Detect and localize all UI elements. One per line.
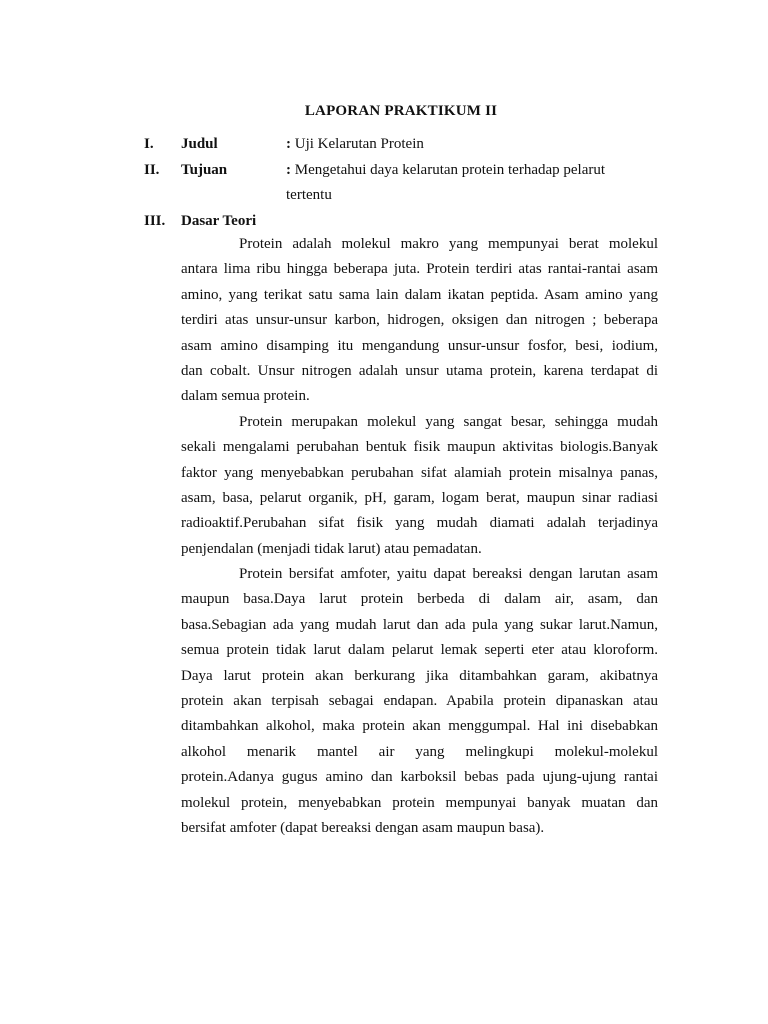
paragraph-line: bersifat amfoter (dapat bereaksi dengan asam maupun basa). xyxy=(181,819,545,836)
paragraph-line: ditambahkan alkohol, maka protein akan menggumpal. Hal ini disebabkan xyxy=(181,718,658,735)
paragraph-line: protein.Adanya gugus amino dan karboksil bebas pada ujung-ujung rantai xyxy=(181,769,658,786)
paragraph-2 xyxy=(181,410,658,562)
paragraph-line: terdiri atas unsur-unsur karbon, hidrogen, oksigen dan nitrogen ; beberapa xyxy=(181,312,658,329)
paragraph-line: maupun basa.Daya larut protein berbeda di dalam air, asam, dan xyxy=(181,591,658,608)
section-number: III. xyxy=(144,213,166,229)
section-value xyxy=(286,134,424,154)
paragraph-line: Protein adalah molekul makro yang mempunyai berat molekul xyxy=(239,236,658,252)
document-title: LAPORAN PRAKTIKUM II xyxy=(304,103,498,119)
paragraph-line: amino, yang terikat satu sama lain dalam ikatan peptida. Asam amino yang xyxy=(181,286,658,303)
paragraph-line: protein akan terpisah sebagai endapan. Apabila protein dipanaskan atau xyxy=(181,693,658,710)
section-value xyxy=(286,160,605,180)
paragraph-line: Protein merupakan molekul yang sangat besar, sehingga mudah xyxy=(239,413,658,430)
paragraph-line: radioaktif.Perubahan sifat fisik yang mudah diamati adalah terjadinya xyxy=(181,515,658,532)
section-value-line: tertentu xyxy=(286,187,332,203)
section-label: Tujuan xyxy=(181,162,228,178)
section-label: Dasar Teori xyxy=(181,213,257,229)
section-number: I. xyxy=(144,136,154,152)
section-number: II. xyxy=(144,162,160,178)
section-value-line: Uji Kelarutan Protein xyxy=(294,136,424,152)
section-value-line: Mengetahui daya kelarutan protein terhadap pelarut xyxy=(294,162,606,178)
section-colon: : xyxy=(286,136,291,152)
paragraph-line: faktor yang menyebabkan perubahan sifat alamiah protein misalnya panas, xyxy=(181,464,658,481)
paragraph-line: molekul protein, menyebabkan protein mempunyai banyak muatan dan xyxy=(181,794,658,811)
paragraph-line: semua protein tidak larut dalam pelarut lemak seperti eter atau kloroform. xyxy=(181,642,658,659)
paragraph-line: asam, basa, pelarut organik, pH, garam, logam berat, maupun sinar radiasi xyxy=(181,489,658,506)
dasar-teori-body xyxy=(181,232,658,841)
paragraph-line: Protein bersifat amfoter, yaitu dapat bereaksi dengan larutan asam xyxy=(239,566,658,583)
section-colon: : xyxy=(286,162,291,178)
paragraph-3 xyxy=(181,562,658,841)
paragraph-line: Daya larut protein akan berkurang jika ditambahkan garam, akibatnya xyxy=(181,667,658,684)
paragraph-1 xyxy=(181,232,658,410)
paragraph-line: asam amino disamping itu mengandung unsur-unsur fosfor, besi, iodium, xyxy=(181,337,658,354)
section-label: Judul xyxy=(181,136,218,152)
paragraph-line: dan cobalt. Unsur nitrogen adalah unsur utama protein, karena terdapat di xyxy=(181,362,658,379)
paragraph-line: penjendalan (menjadi tidak larut) atau pemadatan. xyxy=(181,540,482,557)
paragraph-line: sekali mengalami perubahan bentuk fisik maupun aktivitas biologis.Banyak xyxy=(181,439,658,456)
paragraph-line: basa.Sebagian ada yang mudah larut dan ada pula yang sukar larut.Namun, xyxy=(181,616,658,633)
paragraph-line: alkohol menarik mantel air yang melingkupi molekul-molekul xyxy=(181,743,658,760)
paragraph-line: antara lima ribu hingga beberapa juta. Protein terdiri atas rantai-rantai asam xyxy=(181,261,658,278)
paragraph-line: dalam semua protein. xyxy=(181,388,310,405)
